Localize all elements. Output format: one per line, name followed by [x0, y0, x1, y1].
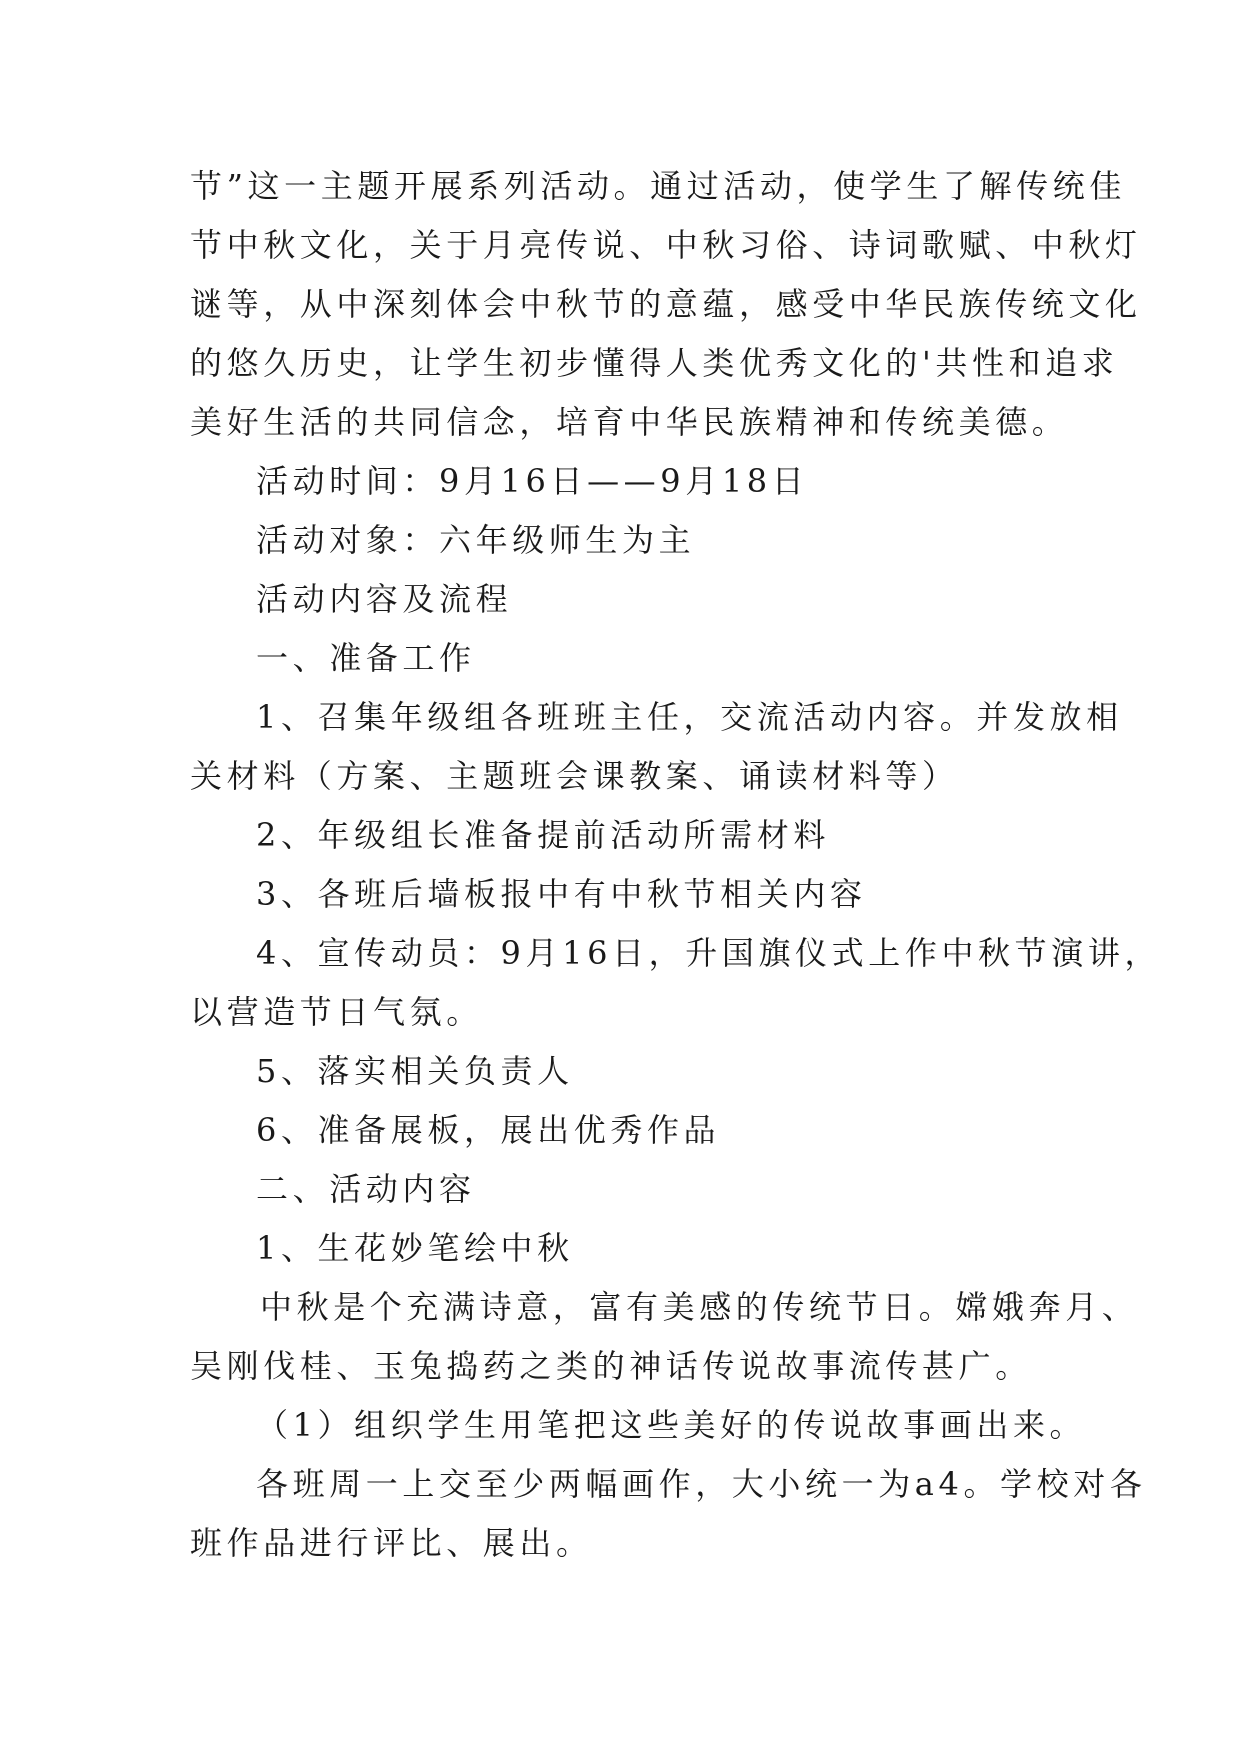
- text-line: 的悠久历史，让学生初步懂得人类优秀文化的'共性和追求: [190, 344, 1119, 382]
- document-body: [190, 157, 1162, 1573]
- text-line: 节”这一主题开展系列活动。通过活动，使学生了解传统佳: [190, 167, 1126, 205]
- list-item: 2、年级组长准备提前活动所需材料: [256, 816, 830, 854]
- subsection-heading: 1、生花妙笔绘中秋: [256, 1229, 574, 1267]
- list-item: （1）组织学生用笔把这些美好的传说故事画出来。: [256, 1406, 1087, 1444]
- list-item: 5、落实相关负责人: [256, 1052, 574, 1090]
- section-heading: 活动内容及流程: [256, 580, 513, 618]
- text-line: 节中秋文化，关于月亮传说、中秋习俗、诗词歌赋、中秋灯: [190, 226, 1142, 264]
- text-line: 以营造节日气氛。: [190, 993, 483, 1031]
- text-line: 班作品进行评比、展出。: [190, 1524, 593, 1562]
- list-item: 4、宣传动员：9月16日，升国旗仪式上作中秋节演讲，: [256, 934, 1162, 972]
- text-line: 中秋是个充满诗意，富有美感的传统节日。嫦娥奔月、: [260, 1288, 1139, 1326]
- text-line: 各班周一上交至少两幅画作，大小统一为a4。学校对各: [256, 1465, 1147, 1503]
- section-heading: 二、活动内容: [256, 1170, 476, 1208]
- text-line: 美好生活的共同信念，培育中华民族精神和传统美德。: [190, 403, 1069, 441]
- list-item: 1、召集年级组各班班主任，交流活动内容。并发放相: [256, 698, 1123, 736]
- section-heading: 一、准备工作: [256, 639, 476, 677]
- text-line: 关材料（方案、主题班会课教案、诵读材料等）: [190, 757, 959, 795]
- activity-time: 活动时间：9月16日——9月18日: [256, 462, 809, 500]
- list-item: 6、准备展板，展出优秀作品: [256, 1111, 721, 1149]
- list-item: 3、各班后墙板报中有中秋节相关内容: [256, 875, 867, 913]
- activity-target: 活动对象：六年级师生为主: [256, 521, 696, 559]
- text-line: 谜等，从中深刻体会中秋节的意蕴，感受中华民族传统文化: [190, 285, 1142, 323]
- text-line: 吴刚伐桂、玉兔捣药之类的神话传说故事流传甚广。: [190, 1347, 1032, 1385]
